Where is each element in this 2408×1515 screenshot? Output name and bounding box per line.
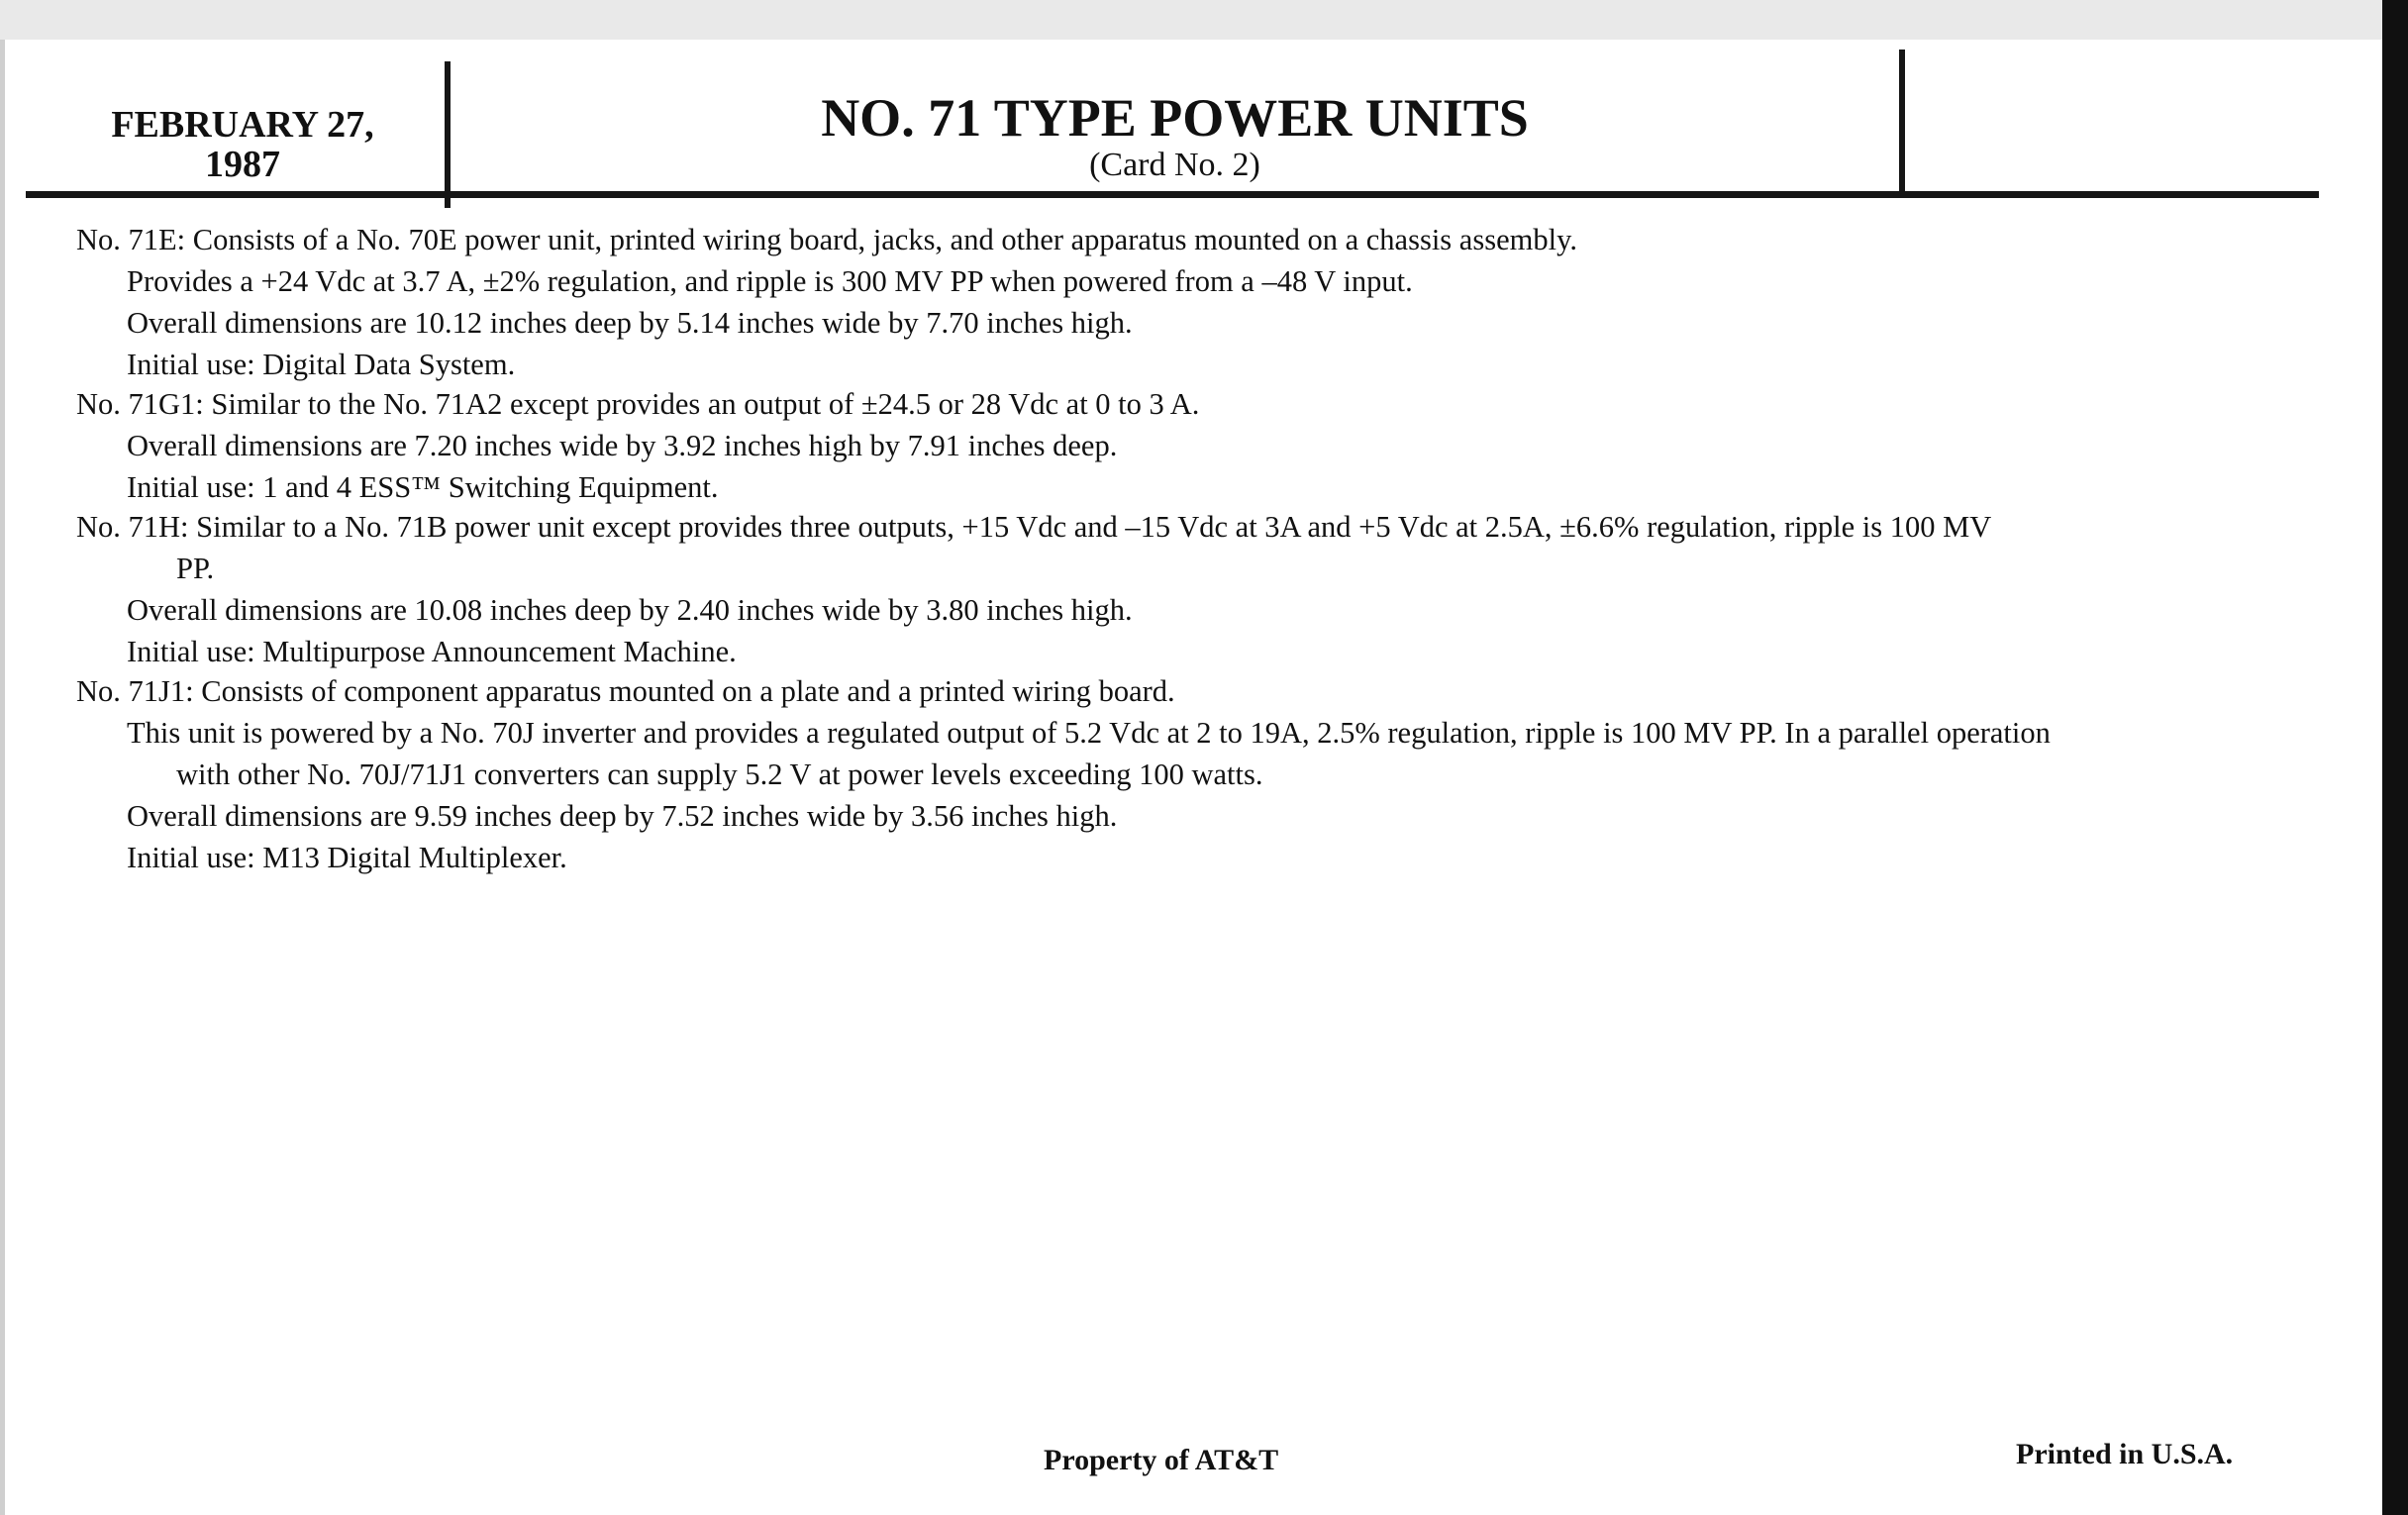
header-rule xyxy=(26,191,2319,198)
footer-property: Property of AT&T xyxy=(1044,1444,1279,1476)
scan-right-edge xyxy=(2382,0,2408,1515)
card-subtitle: (Card No. 2) xyxy=(1089,147,1260,183)
entry-71e-heading: No. 71E: Consists of a No. 70E power unit, printed wiring board, jacks, and other apparatus mounted on a chassis assembly. xyxy=(76,223,1577,256)
card-title: NO. 71 TYPE POWER UNITS xyxy=(821,88,1529,148)
date-line-2: 1987 xyxy=(205,144,280,185)
entry-71j1-heading: No. 71J1: Consists of component apparatus mounted on a plate and a printed wiring board. xyxy=(76,674,1175,708)
date-line-1: FEBRUARY 27, xyxy=(111,104,374,146)
entry-71h-heading: No. 71H: Similar to a No. 71B power unit except provides three outputs, +15 Vdc and –15 Vdc at 3A and +5 Vdc at 2.5A, ±6.6% regulation, ripple is 100 MV xyxy=(76,510,1992,544)
entry-71h-dimensions: Overall dimensions are 10.08 inches deep by 2.40 inches wide by 3.80 inches high. xyxy=(127,593,1133,627)
entry-71j1-output-cont: with other No. 70J/71J1 converters can supply 5.2 V at power levels exceeding 100 watts. xyxy=(176,758,1263,791)
header-divider-right xyxy=(1899,50,1905,196)
entry-71g1-initial-use: Initial use: 1 and 4 ESS™ Switching Equipment. xyxy=(127,470,719,504)
scan-top-band xyxy=(0,0,2408,40)
card-date xyxy=(50,105,436,184)
entry-71j1-output: This unit is powered by a No. 70J inverter and provides a regulated output of 5.2 Vdc at 2 to 19A, 2.5% regulation, ripple is 100 MV PP. In a parallel operation xyxy=(127,716,2051,750)
scan-left-edge xyxy=(0,40,5,1515)
entry-71e-output: Provides a +24 Vdc at 3.7 A, ±2% regulation, and ripple is 300 MV PP when powered from a –48 V input. xyxy=(127,264,1413,298)
entry-71e-initial-use: Initial use: Digital Data System. xyxy=(127,348,516,381)
entry-71g1-heading: No. 71G1: Similar to the No. 71A2 except provides an output of ±24.5 or 28 Vdc at 0 to 3 A. xyxy=(76,387,1200,421)
entry-71j1-initial-use: Initial use: M13 Digital Multiplexer. xyxy=(127,841,567,874)
entry-71j1-dimensions: Overall dimensions are 9.59 inches deep by 7.52 inches wide by 3.56 inches high. xyxy=(127,799,1118,833)
card-title-block xyxy=(451,89,1899,184)
entry-71g1-dimensions: Overall dimensions are 7.20 inches wide by 3.92 inches high by 7.91 inches deep. xyxy=(127,429,1118,462)
entry-71e-dimensions: Overall dimensions are 10.12 inches deep by 5.14 inches wide by 7.70 inches high. xyxy=(127,306,1133,340)
footer-printed: Printed in U.S.A. xyxy=(2016,1438,2234,1470)
entry-71h-initial-use: Initial use: Multipurpose Announcement Machine. xyxy=(127,635,737,668)
entry-71h-heading-cont: PP. xyxy=(176,552,215,585)
